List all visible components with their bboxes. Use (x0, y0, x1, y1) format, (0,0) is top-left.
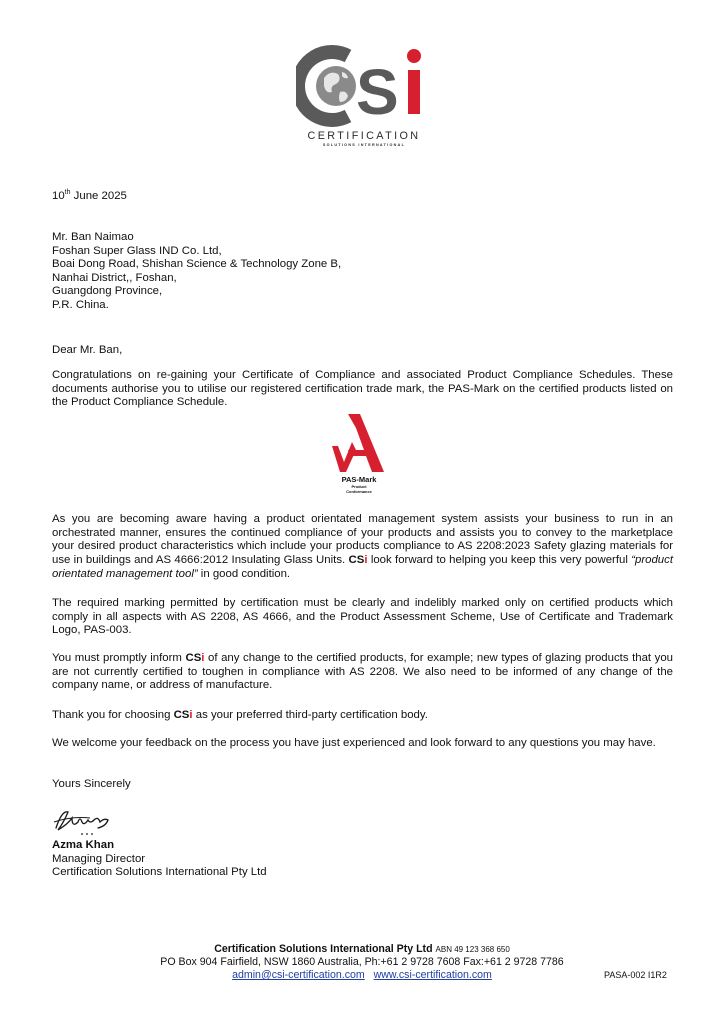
salutation: Dear Mr. Ban, (52, 344, 123, 356)
address-line: Mr. Ban Naimao (52, 231, 134, 243)
csi-logo-mark (296, 42, 432, 130)
paragraph-marking: The required marking permitted by certification must be clearly and indelibly marked only on certified products which comply in all aspects with AS 2208, AS 4666, and the Product Assessment Scheme, Use of Certificate and Trademark Logo, PAS-003. (52, 597, 673, 637)
address-line: Nanhai District,, Foshan, (52, 271, 177, 284)
pas-mark-line2: Conformance (346, 489, 372, 494)
logo-wordmark: CERTIFICATION (307, 130, 421, 142)
svg-text:S: S (356, 56, 399, 128)
pas-mark-line1: Product (351, 484, 367, 489)
paragraph-thanks: Thank you for choosing CSi as your preferred third-party certification body. (52, 709, 428, 721)
pas-mark-icon (326, 412, 392, 474)
paragraph-congratulations: Congratulations on re-gaining your Certificate of Compliance and associated Product Compliance Schedules. These documents authorise you to utilise our registered certification trade mark, the PAS-Mark on the certified products listed on the Product Compliance Schedule. (52, 369, 673, 409)
letter-date: 10th June 2025 (52, 189, 127, 202)
csi-brand-inline: CSi (173, 709, 193, 721)
footer-address: PO Box 904 Fairfield, NSW 1860 Australia, Ph:+61 2 9728 7608 Fax:+61 2 9728 7786 (160, 956, 564, 968)
email-link[interactable]: admin@csi-certification.com (232, 969, 365, 981)
csi-brand-inline: CSi (348, 554, 368, 567)
csi-logo (296, 42, 432, 147)
signer-title: Managing Director (52, 852, 146, 865)
paragraph-feedback: We welcome your feedback on the process you have just experienced and look forward to any questions you may have. (52, 737, 656, 749)
signer-block (52, 839, 267, 880)
address-line: P.R. China. (52, 298, 109, 311)
signer-company: Certification Solutions International Pty Ltd (52, 866, 267, 879)
address-line: Boai Dong Road, Shishan Science & Technology Zone B, (52, 258, 342, 271)
pas-mark-title: PAS-Mark (341, 475, 377, 484)
paragraph-inform: You must promptly inform CSi of any change to the certified products, for example; new types of glazing products that you are not currently certified to toughen in compliance with AS 2208. We also need to be informed of any change of the company name, or address of manufacture. (52, 652, 673, 692)
website-link[interactable]: www.csi-certification.com (373, 969, 492, 981)
address-line: Foshan Super Glass IND Co. Ltd, (52, 244, 222, 257)
pas-mark-logo (326, 412, 392, 498)
handwritten-signature (52, 806, 124, 838)
document-code: PASA-002 I1R2 (604, 970, 667, 980)
paragraph-management-system: As you are becoming aware having a product orientated management system assists your business to run in an orchestrated manner, ensures the continued compliance of your products and assists you to convey to the marketplace your desired product characteristics which include your products compliance to AS 2208:2023 Safety glazing materials for use in buildings and AS 4666:2012 Insulating Glass Units. CSi look forward to helping you keep this very powerful “product orientated management tool” in good condition. (52, 513, 673, 580)
logo-subtitle: SOLUTIONS INTERNATIONAL (322, 143, 406, 147)
footer-company-line: Certification Solutions International Pty Ltd ABN 49 123 368 650 (214, 943, 510, 955)
signer-name: Azma Khan (52, 839, 115, 851)
csi-brand-inline: CSi (185, 652, 205, 664)
recipient-address (52, 231, 341, 313)
closing: Yours Sincerely (52, 778, 131, 790)
address-line: Guangdong Province, (52, 285, 163, 298)
